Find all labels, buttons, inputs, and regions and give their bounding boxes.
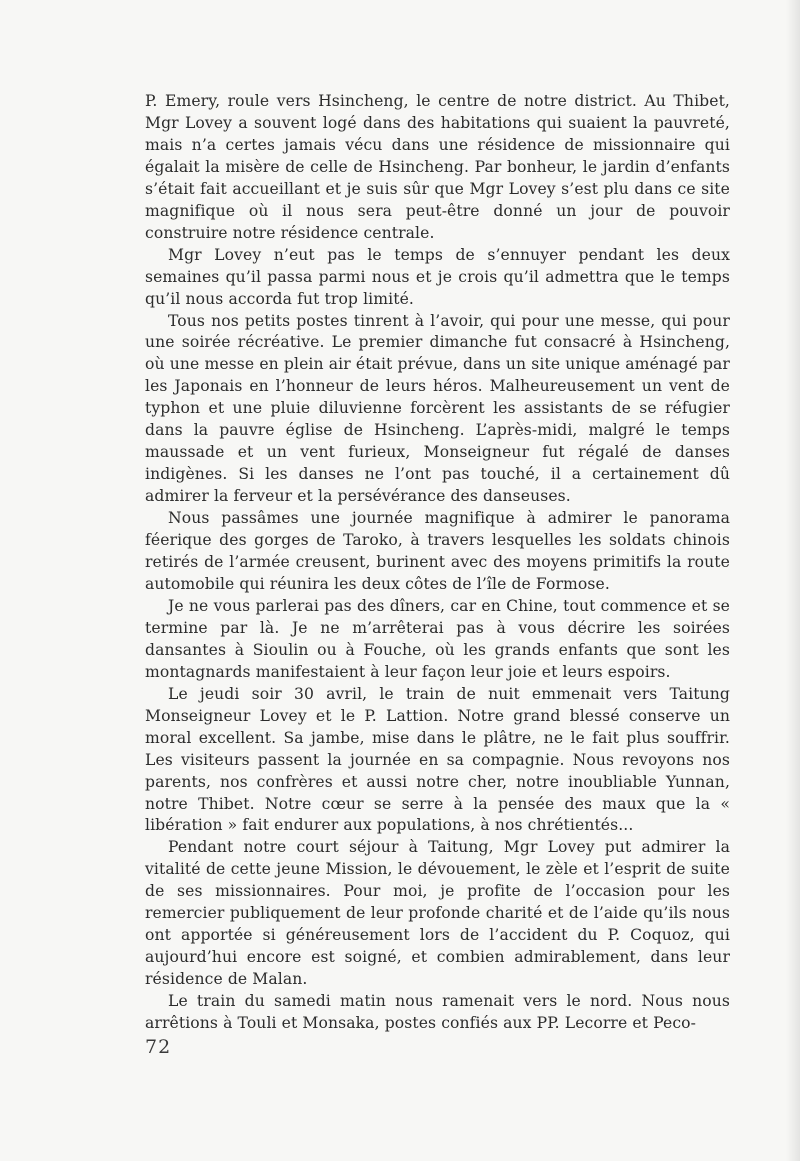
paragraph-3: Tous nos petits postes tinrent à l’avoir, qui pour une messe, qui pour une soirée récréative. Le premier dimanche fut consacré à Hsincheng, où une messe en plein air était prévue, dans un site unique aménagé par les Japonais en l’honneur de leurs héros. Malheureusement un vent de typhon et une pluie diluvienne forcèrent les assistants de se réfugier dans la pauvre église de Hsincheng. L’après-midi, malgré le temps maussade et un vent furieux, Monseigneur fut régalé de danses indigènes. Si les danses ne l’ont pas touché, il a certainement dû admirer la ferveur et la persévérance des danseuses. <box>145 311 730 506</box>
body-text <box>145 91 730 1035</box>
page-edge-shadow <box>786 0 800 1161</box>
page-number: 72 <box>145 1036 172 1058</box>
paragraph-2: Mgr Lovey n’eut pas le temps de s’ennuyer pendant les deux semaines qu’il passa parmi nous et je crois qu’il admettra que le temps qu’il nous accorda fut trop limité. <box>145 245 730 308</box>
paragraph-8: Le train du samedi matin nous ramenait vers le nord. Nous nous arrêtions à Touli et Monsaka, postes confiés aux PP. Lecorre et Peco- <box>145 992 730 1033</box>
paragraph-7: Pendant notre court séjour à Taitung, Mgr Lovey put admirer la vitalité de cette jeune Mission, le dévouement, le zèle et l’esprit de suite de ses missionnaires. Pour moi, je profite de l’occasion pour les remercier publiquement de leur profonde charité et de l’aide qu’ils nous ont apportée si généreusement lors de l’accident du P. Coquoz, qui aujourd’hui encore est soigné, et combien admirablement, dans leur résidence de Malan. <box>145 838 730 989</box>
paragraph-4: Nous passâmes une journée magnifique à admirer le panorama féerique des gorges de Taroko, à travers lesquelles les soldats chinois retirés de l’armée creusent, burinent avec des moyens primitifs la route automobile qui réunira les deux côtes de l’île de Formose. <box>145 509 730 593</box>
paragraph-1: P. Emery, roule vers Hsincheng, le centre de notre district. Au Thibet, Mgr Lovey a souvent logé dans des habitations qui suaient la pauvreté, mais n’a certes jamais vécu dans une résidence de missionnaire qui égalait la misère de celle de Hsincheng. Par bonheur, le jardin d’enfants s’était fait accueillant et je suis sûr que Mgr Lovey s’est plu dans ce site magnifique où il nous sera peut-être donné un jour de pouvoir construire notre résidence centrale. <box>145 92 730 242</box>
paragraph-5: Je ne vous parlerai pas des dîners, car en Chine, tout commence et se termine par là. Je ne m’arrêterai pas à vous décrire les soirées dansantes à Sioulin ou à Fouche, où les grands enfants que sont les montagnards manifestaient à leur façon leur joie et leurs espoirs. <box>145 596 730 681</box>
paragraph-6: Le jeudi soir 30 avril, le train de nuit emmenait vers Taitung Monseigneur Lovey et le P. Lattion. Notre grand blessé conserve un moral excellent. Sa jambe, mise dans le plâtre, ne le fait plus souffrir. Les visiteurs passent la journée en sa compagnie. Nous revoyons nos parents, nos confrères et aussi notre cher, notre inoubliable Yunnan, notre Thibet. Notre cœur se serre à la pensée des maux que la « libération » fait endurer aux populations, à nos chrétientés... <box>145 684 730 835</box>
